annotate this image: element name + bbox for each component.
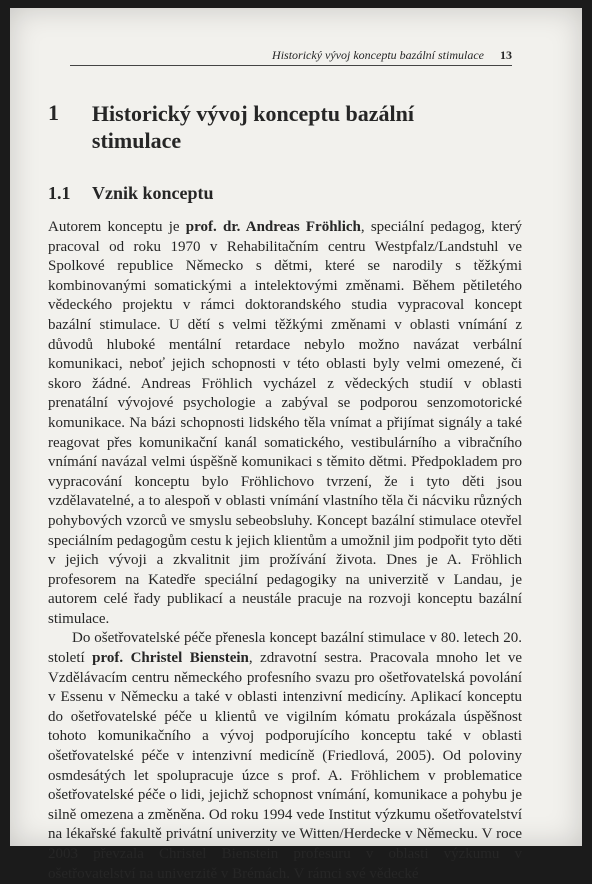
chapter-title: Historický vývoj konceptu bazální stimulace (91, 101, 414, 153)
running-title: Historický vývoj konceptu bazální stimulace (272, 48, 484, 62)
chapter-heading (48, 100, 508, 154)
paragraph: Autorem konceptu je prof. dr. Andreas Fröhlich, speciální pedagog, který pracoval od roku 1970 v Rehabilitačním centru Westpfalz/Landstuhl ve Spolkové republice Německo s dětmi, které se narodily s těžkými kombinovanými somatickými a intelektovými změnami. Během pětiletého vědeckého projektu v rámci doktorandského studia vypracoval koncept bazální stimulace. U dětí s velmi těžkými změnami v oblasti vnímání z důvodů hluboké mentální retardace nebylo možno navázat verbální komunikaci, neboť jejich schopnosti v této oblasti byly velmi omezené, či skoro žádné. Andreas Fröhlich vycházel z vědeckých studií v oblasti prenatální vývojové psychologie a zabýval se podporou senzomotorické komunikace. Na bázi schopnosti lidského těla vnímat a přijímat signály a také reagovat přes komunikační kanál somatického, vestibulárního a vibračního vnímání navázal velmi úspěšně komunikaci s těmito dětmi. Předpokladem pro vypracování konceptu bylo Fröhlichovo tvrzení, že i tyto děti jsou vzdělavatelné, a to alespoň v oblasti vnímání vlastního těla či nácviku různých pohybových vzorců ve smyslu sebeobsluhy. Koncept bazální stimulace otevřel speciálním pedagogům cestu k jejich klientům a umožnil jim podpořit tyto děti v jejich vývoji a zkvalitnit jim prožívání života. Dnes je A. Fröhlich profesorem na Katedře speciální pedagogiky na univerzitě v Landau, je autorem celé řady publikací a neustále pracuje na rozvoji konceptu bazální stimulace. (48, 219, 522, 627)
chapter-number: 1 (48, 100, 59, 125)
book-page (10, 8, 582, 882)
paragraph: Do ošetřovatelské péče přenesla koncept bazální stimulace v 80. letech 20. století prof. Christel Bienstein, zdravotní sestra. Pracovala mnoho let ve Vzdělávacím centru německého profesního svazu pro ošetřovatelská povolání v Essenu v Německu a také v oblasti intenzivní medicíny. Aplikací konceptu do ošetřovatelské péče u klientů ve vigilním kómatu prokázala úspěšnost tohoto komunikačního a vývoj podporujícího konceptu také v oblasti ošetřovatelské péče v intenzivní medicíně (Friedlová, 2005). Od poloviny osmdesátých let spolupracuje úzce s prof. A. Fröhlichem v problematice ošetřovatelské péče o lidi, jejichž schopnost vnímání, komunikace a pohybu je silně omezena a změněna. Od roku 1994 vede Institut výzkumu ošetřovatelství na lékařské fakultě privátní univerzity ve Witten/Herdecke v Německu. V roce 2003 převzala Christel Bienstein profesuru v oblasti výzkumu v ošetřovatelství na univerzitě v Brémách. V rámci své vědecké (48, 630, 522, 882)
section-title: Vznik konceptu (92, 183, 214, 203)
body-text (48, 218, 522, 884)
author-name: prof. Christel Bienstein (92, 650, 249, 667)
section-heading (48, 183, 214, 204)
author-name: prof. dr. Andreas Fröhlich (185, 219, 361, 235)
section-number: 1.1 (48, 183, 71, 203)
running-header (70, 48, 512, 66)
page-number: 13 (500, 48, 512, 62)
